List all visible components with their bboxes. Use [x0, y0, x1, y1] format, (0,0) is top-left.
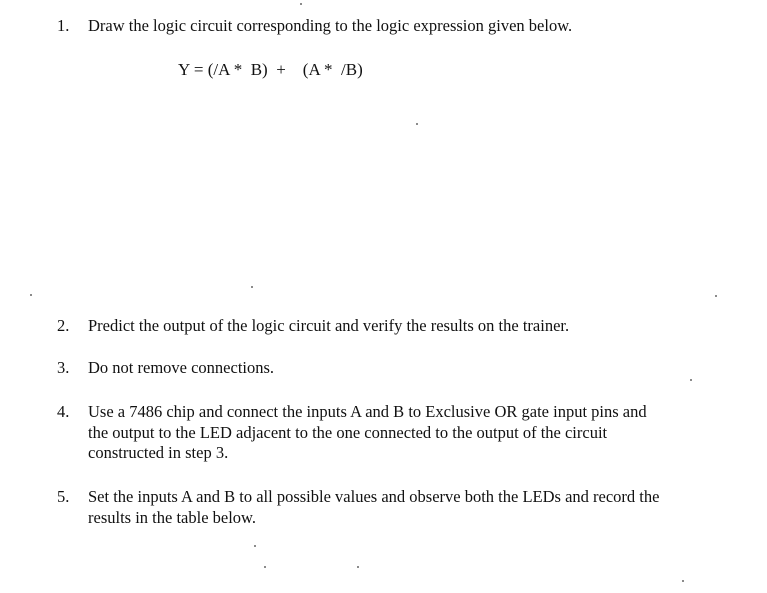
item-2-number: 2. — [57, 316, 70, 335]
item-5-line-2: results in the table below. — [88, 508, 257, 527]
item-1-text: Draw the logic circuit corresponding to the logic expression given below. — [88, 16, 573, 35]
item-4-line-1: Use a 7486 chip and connect the inputs A and B to Exclusive OR gate input pins and — [88, 402, 647, 421]
scan-speck — [30, 294, 32, 296]
item-5-number: 5. — [57, 487, 70, 506]
item-4-line-2: the output to the LED adjacent to the one connected to the output of the circuit — [88, 423, 608, 442]
scan-speck — [690, 379, 692, 381]
scan-speck — [416, 123, 418, 125]
item-5-line-1: Set the inputs A and B to all possible values and observe both the LEDs and record the — [88, 487, 660, 506]
scan-speck — [251, 286, 253, 288]
item-2-text: Predict the output of the logic circuit and verify the results on the trainer. — [88, 316, 570, 335]
scan-speck — [254, 545, 256, 547]
item-4-line-3: constructed in step 3. — [88, 443, 229, 462]
scan-speck — [300, 3, 302, 5]
scan-speck — [264, 566, 266, 568]
item-3-number: 3. — [57, 358, 70, 377]
scan-speck — [682, 580, 684, 582]
item-4-number: 4. — [57, 402, 70, 421]
item-1-number: 1. — [57, 16, 70, 35]
scan-speck — [357, 566, 359, 568]
scan-speck — [715, 295, 717, 297]
item-3-text: Do not remove connections. — [88, 358, 275, 377]
logic-expression: Y = (/A * B) + (A * /B) — [178, 60, 363, 79]
